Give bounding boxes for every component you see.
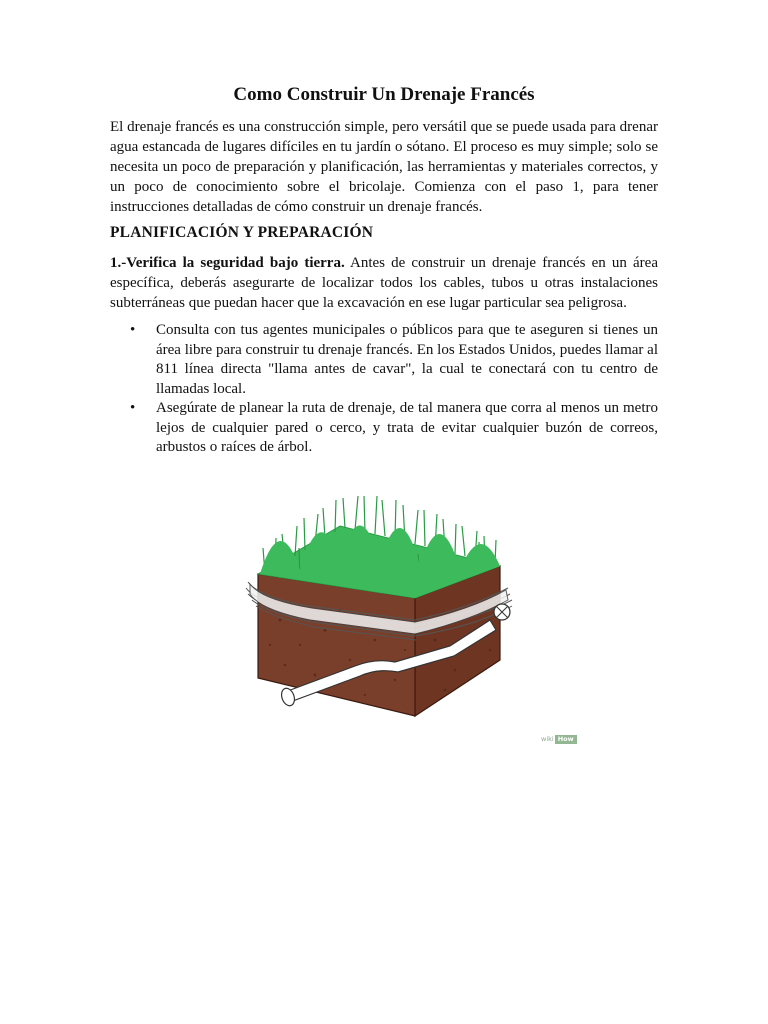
section-heading: PLANIFICACIÓN Y PREPARACIÓN [110, 224, 374, 241]
bullet-icon: • [130, 322, 136, 338]
bullet-list [110, 321, 658, 458]
bullet-text: Asegúrate de planear la ruta de drenaje, de tal manera que corra al menos un metro lejos de cualquier pared o cerco, y trata de evitar cualquier buzón de correos, arbustos o raíces de árbol. [156, 400, 658, 455]
step-1-paragraph [110, 253, 658, 313]
bullet-text: Consulta con tus agentes municipales o públicos para que te aseguren si tienes un área libre para construir tu drenaje francés. En los Estados Unidos, puedes llamar al 811 línea directa "llama antes de cavar", la cual te conectará con tu centro de llamadas local. [156, 322, 658, 397]
list-item [110, 399, 658, 458]
intro-paragraph: El drenaje francés es una construcción simple, pero versátil que se puede usada para drenar agua estancada de lugares difíciles en tu jardín o sótano. El proceso es muy simple; solo se necesita un poco de preparación y planificación, las herramientas y materiales correctos, y un poco de conocimiento sobre el bricolaje. Comienza con el paso 1, para tener instrucciones detalladas de cómo construir un drenaje francés. [110, 119, 658, 215]
list-item [110, 321, 658, 399]
document-title: Como Construir Un Drenaje Francés [233, 84, 535, 105]
bullet-icon: • [130, 400, 136, 416]
wikihow-badge [540, 735, 580, 744]
step-1-lead: 1.-Verifica la seguridad bajo tierra. [110, 255, 345, 271]
french-drain-illustration [190, 470, 582, 746]
step-1-body: Antes de construir un drenaje francés en un área específica, deberás asegurarte de localizar todos los cables, tubos u otras instalaciones subterráneas que puedan hacer que la excavación en ese lugar particular sea peligrosa. [110, 255, 658, 311]
wikihow-badge-prefix: wiki [541, 735, 554, 743]
soil-cross-section-drawing [190, 470, 582, 746]
wikihow-badge-suffix: How [555, 735, 577, 744]
